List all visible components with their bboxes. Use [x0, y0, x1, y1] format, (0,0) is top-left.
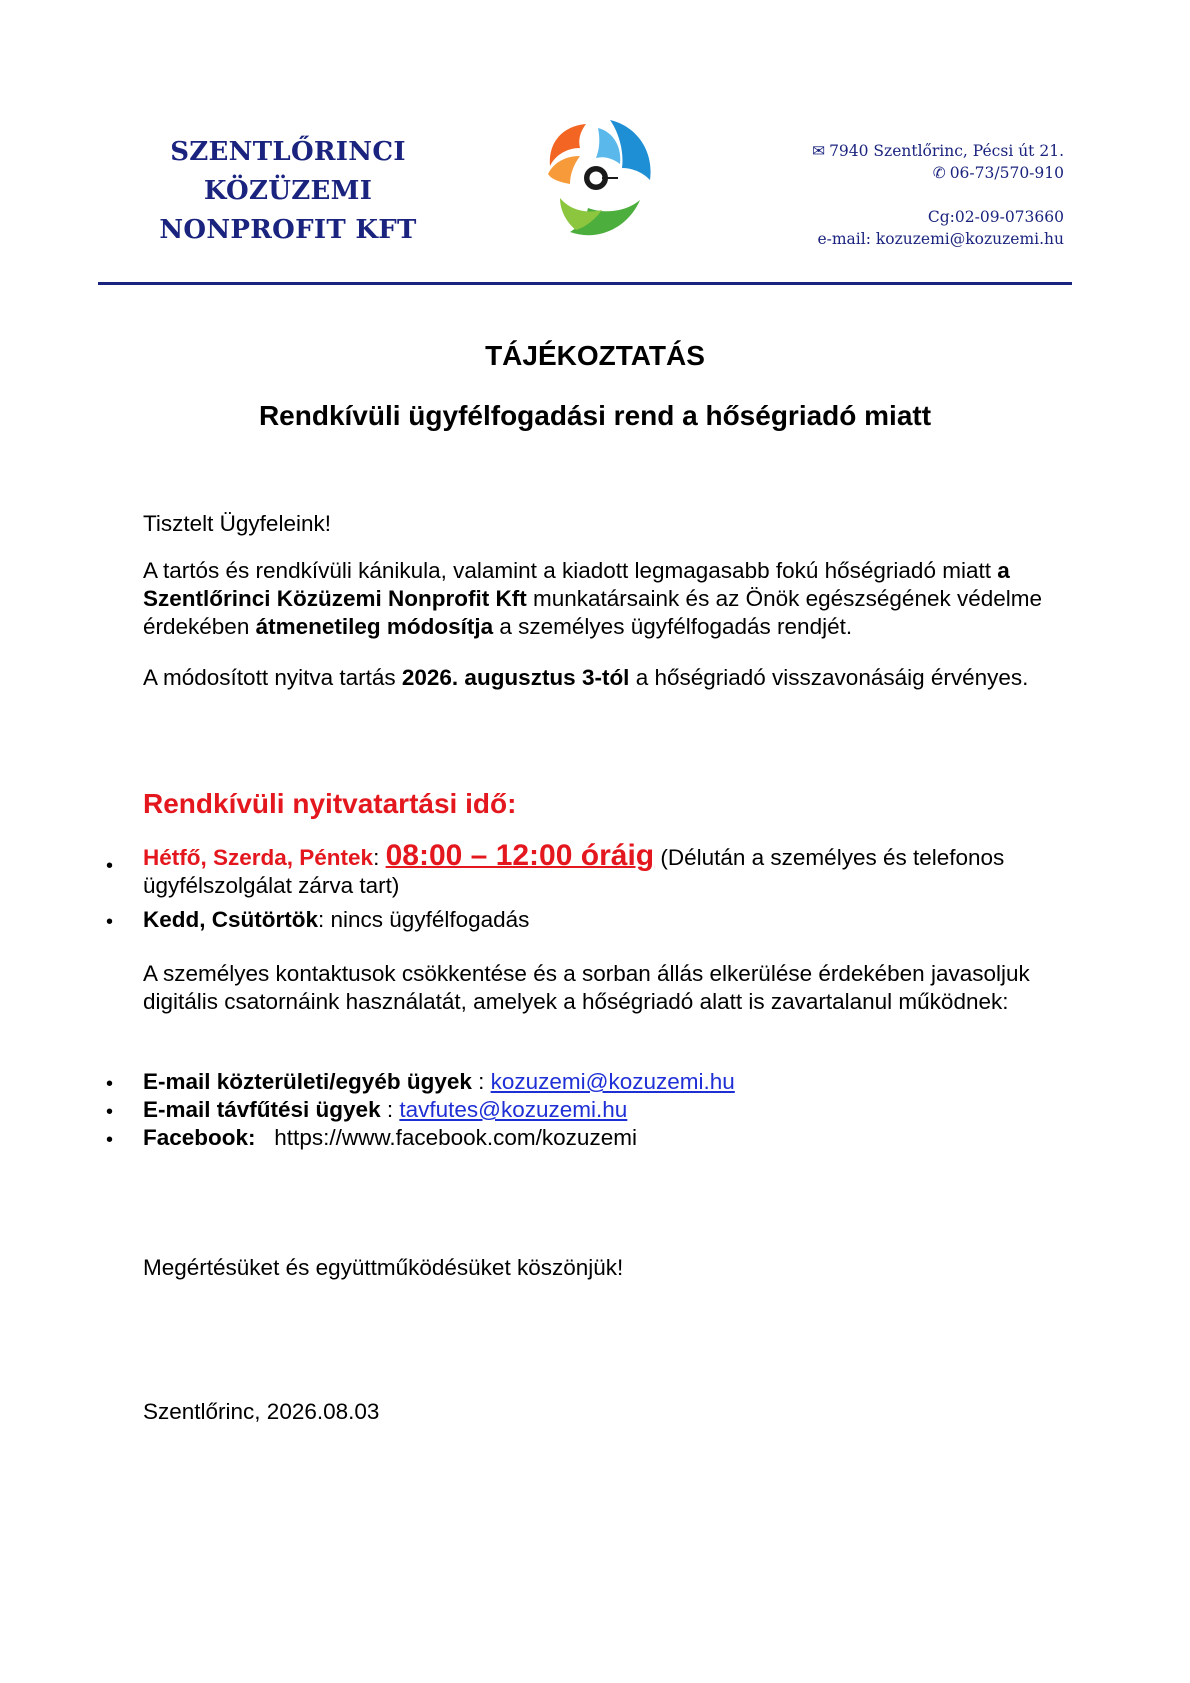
company-name-line: SZENTLŐRINCI [170, 137, 406, 167]
company-name-line: KÖZÜZEMI [203, 176, 373, 206]
channel-item [143, 1068, 1083, 1096]
greeting: Tisztelt Ügyfeleink! [143, 511, 331, 536]
channel-label: E-mail közterületi/egyéb ügyek [143, 1069, 472, 1094]
registry-number: Cg:02-09-073660 [927, 208, 1064, 226]
channel-sep: : [380, 1097, 400, 1122]
channel-sep: : [471, 1069, 491, 1094]
hours-note: (Délután a személyes és telefonos ügyfélszolgálat zárva tart) [143, 845, 1005, 898]
channel-item [143, 1124, 1083, 1152]
company-name-bold: a Szentlőrinci Közüzemi Nonprofit Kft [143, 558, 1010, 611]
channel-sep [256, 1125, 275, 1150]
header-divider [98, 282, 1072, 285]
hours-heading: Rendkívüli nyitvatartási idő: [143, 788, 517, 819]
email-link-tavfutes[interactable]: tavfutes@kozuzemi.hu [399, 1097, 628, 1122]
hours-rest: : nincs ügyfélfogadás [318, 907, 530, 932]
text-run: a személyes ügyfélfogadás rendjét. [493, 614, 853, 639]
phone-icon: ✆ [932, 164, 946, 182]
email-link-kozuzemi[interactable]: kozuzemi@kozuzemi.hu [490, 1069, 735, 1094]
hours-colon: : [373, 845, 380, 870]
company-name-line: NONPROFIT KFT [159, 215, 417, 245]
thanks-line: Megértésüket és együttműködésüket köszönjük! [143, 1255, 624, 1280]
phone-line [704, 162, 1064, 184]
envelope-icon: ✉ [812, 142, 826, 160]
contact-block [704, 140, 1064, 250]
hours-days: Hétfő, Szerda, Péntek [143, 845, 374, 870]
bullet-icon: • [106, 1073, 114, 1095]
emphasis-bold: átmenetileg módosítja [255, 614, 494, 639]
document-subtitle: Rendkívüli ügyfélfogadási rend a hőségriadó miatt [258, 400, 932, 431]
bullet-icon: • [106, 911, 114, 933]
intro-paragraph [143, 557, 1083, 641]
document-title: TÁJÉKOZTATÁS [485, 340, 705, 371]
text-run: A módosított nyitva tartás [143, 665, 402, 690]
validity-paragraph [143, 664, 1083, 692]
hours-days: Kedd, Csütörtök [143, 907, 319, 932]
text-run: A tartós és rendkívüli kánikula, valamint a kiadott legmagasabb fokú hőségriadó miatt [143, 558, 998, 583]
facebook-url: https://www.facebook.com/kozuzemi [274, 1125, 637, 1150]
channel-item [143, 1096, 1083, 1124]
bullet-icon: • [106, 1129, 114, 1151]
text-run: a hőségriadó visszavonásáig érvényes. [629, 665, 1029, 690]
channel-label: E-mail távfűtési ügyek [143, 1097, 381, 1122]
signature-line: Szentlőrinc, 2026.08.03 [143, 1399, 380, 1424]
address-text: 7940 Szentlőrinc, Pécsi út 21. [829, 142, 1064, 160]
text-run: munkatársaink és az Önök egészségének védelme érdekében [143, 586, 1043, 639]
bullet-icon: • [106, 855, 114, 877]
phone-text: 06-73/570-910 [949, 164, 1064, 182]
hours-time: 08:00 – 12:00 óráig [385, 839, 655, 872]
spacer [704, 184, 1064, 206]
hours-item [143, 906, 1083, 934]
bullet-icon: • [106, 1101, 114, 1123]
channel-label: Facebook: [143, 1125, 256, 1150]
company-name [142, 133, 434, 250]
hours-item [143, 839, 1083, 900]
start-date-bold: 2026. augusztus 3-tól [401, 665, 630, 690]
company-logo-icon [540, 118, 658, 242]
address-line [704, 140, 1064, 162]
contact-email: e-mail: kozuzemi@kozuzemi.hu [817, 230, 1064, 248]
digital-channels-paragraph: A személyes kontaktusok csökkentése és a sorban állás elkerülése érdekében javasoljuk digitális csatornáink használatát, amelyek a hőségriadó alatt is zavartalanul működnek: [143, 961, 1030, 1014]
